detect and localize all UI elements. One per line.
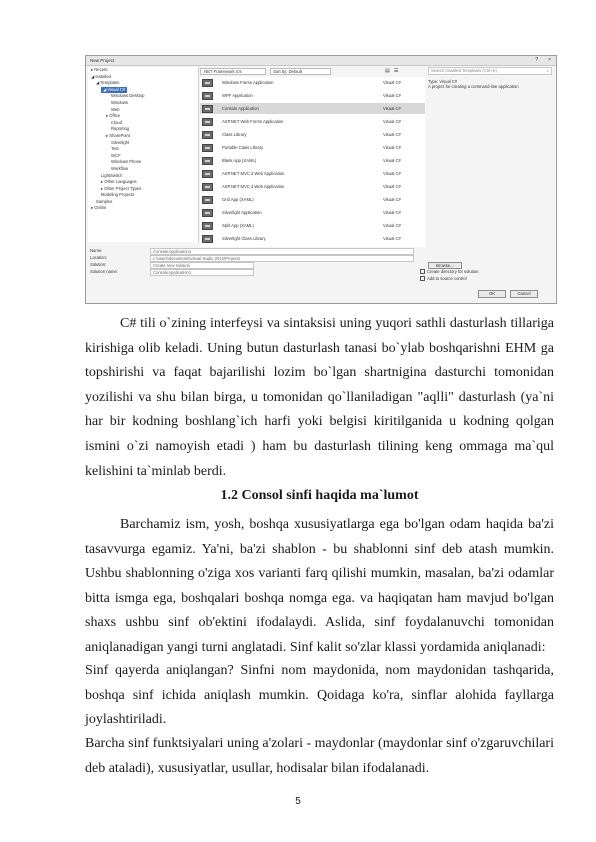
type-label: Type: Visual C# (428, 79, 458, 84)
tree-node[interactable] (88, 173, 198, 180)
tree-node[interactable] (88, 140, 198, 147)
create-directory-checkbox[interactable] (420, 269, 478, 274)
template-name: Split App (XAML) (222, 223, 254, 228)
name-input[interactable]: ConsoleApplication1 (150, 248, 414, 255)
template-row[interactable] (200, 233, 425, 244)
new-project-dialog-screenshot (85, 55, 557, 304)
project-template-icon (202, 170, 213, 178)
template-name: Silverlight Class Library (222, 236, 266, 241)
tree-node-label: ◢ Visual C# (103, 86, 126, 92)
tree-node[interactable] (88, 80, 198, 87)
template-list[interactable] (200, 77, 425, 247)
tree-node[interactable] (88, 93, 198, 100)
project-template-icon (202, 196, 213, 204)
tree-node[interactable] (88, 192, 198, 199)
search-templates-input[interactable] (428, 67, 552, 75)
template-language: Visual C# (383, 236, 401, 241)
project-template-icon (202, 157, 213, 165)
template-language: Visual C# (383, 158, 401, 163)
tree-node-label: Web (111, 106, 120, 112)
solution-select[interactable]: Create new solution (150, 262, 254, 269)
tree-node[interactable] (88, 100, 198, 107)
solution-label: Solution: (90, 262, 107, 267)
template-language: Visual C# (383, 80, 401, 85)
create-directory-label: Create directory for solution (427, 269, 479, 274)
tree-node-label: ◢ Templates (96, 80, 120, 86)
tree-node[interactable] (88, 146, 198, 153)
template-language: Visual C# (383, 132, 401, 137)
tree-node-label: Windows Phone (111, 159, 142, 165)
framework-select[interactable]: .NET Framework 4.5 (200, 68, 266, 75)
template-row[interactable] (200, 129, 425, 140)
ok-button[interactable]: OK (478, 290, 506, 298)
help-icon[interactable]: ? (535, 57, 538, 63)
page-number: 5 (295, 796, 301, 807)
project-form (90, 248, 550, 298)
project-template-icon (202, 183, 213, 191)
template-name: ASP.NET MVC 4 Web Application (222, 184, 285, 189)
template-name: ASP.NET MVC 3 Web Application (222, 171, 285, 176)
template-row[interactable] (200, 194, 425, 205)
template-language: Visual C# (383, 210, 401, 215)
project-template-icon (202, 79, 213, 87)
tree-node[interactable] (88, 133, 198, 140)
tree-node[interactable] (88, 159, 198, 166)
tree-node-label: Test (111, 146, 119, 152)
project-template-icon (202, 144, 213, 152)
tree-node-label: Windows Desktop (111, 93, 145, 99)
name-label: Name: (90, 248, 103, 253)
tree-node-label: ▸ SharePoint (106, 132, 130, 138)
checkbox-box[interactable] (420, 269, 425, 274)
tree-node-label: Silverlight (111, 139, 130, 145)
tree-node[interactable] (88, 87, 198, 94)
solution-name-input[interactable]: ConsoleApplication1 (150, 269, 254, 276)
dialog-titlebar (86, 56, 556, 66)
sort-select[interactable]: Sort by: Default (270, 68, 331, 75)
template-name: Windows Forms Application (222, 80, 274, 85)
close-icon[interactable]: × (548, 57, 551, 63)
project-template-icon (202, 118, 213, 126)
template-language: Visual C# (383, 106, 401, 111)
tree-node[interactable] (88, 120, 198, 127)
template-language: Visual C# (383, 184, 401, 189)
template-name: Class Library (222, 132, 247, 137)
add-source-control-checkbox[interactable] (420, 276, 467, 281)
template-language: Visual C# (383, 93, 401, 98)
template-row[interactable] (200, 220, 425, 231)
paragraph-2: Barchamiz ism, yosh, boshqa xususiyatlarga ega bo'lgan odam haqida ba'zi tasavvurga egamiz. Ya'ni, ba'zi shablon - bu shablonni sinf deb atash mumkin. Ushbu shablonning o'ziga xos varianti farq qilishi mumkin, masalan, ba'zi odamlar bitta ismga ega, boshqalari boshqa nomga ega. va haqiqatan ham mavjud bo'lgan shaxs ushbu sinf ob'ektini ifodalaydi. Aslida, sinf foydalanuvchi tomonidan aniqlanadigan yangi turni anglatadi. Sinf kalit so'zlar klassi yordamida aniqlanadi: (85, 517, 554, 655)
template-row[interactable] (200, 207, 425, 218)
template-name: Grid App (XAML) (222, 197, 254, 202)
tree-node-label: Cloud (111, 119, 122, 125)
project-template-icon (202, 92, 213, 100)
template-row[interactable] (200, 103, 425, 114)
tree-node-label: ▸ Other Languages (101, 179, 137, 185)
tree-node-label: Samples (96, 198, 113, 204)
template-toolbar (200, 67, 425, 75)
add-source-control-label: Add to source control (427, 276, 467, 281)
template-language: Visual C# (383, 145, 401, 150)
location-label: Location: (90, 255, 107, 260)
tree-node-label: ◢ Installed (91, 73, 111, 79)
paragraph-4: Barcha sinf funktsiyalari uning a'zolari - maydonlar (maydonlar sinf o'zgaruvchilari deb ataladi), xususiyatlar, usullar, hodisalar bilan ifodalanadi. (85, 736, 554, 776)
tree-node[interactable] (88, 199, 198, 206)
paragraph-3: Sinf qayerda aniqlangan? Sinfni nom maydonida, nom maydonidan tashqarida, boshqa sinf ichida aniqlash mumkin. Qoidaga ko'ra, sinflar alohida fayllarga joylashtiriladi. (85, 663, 554, 728)
solution-name-label: Solution name: (90, 269, 118, 274)
checkbox-box[interactable] (420, 276, 425, 281)
cancel-button[interactable]: Cancel (510, 290, 538, 298)
list-view-icon[interactable]: ☰ (394, 68, 399, 74)
template-row[interactable] (200, 181, 425, 192)
template-row[interactable] (200, 90, 425, 101)
tree-node[interactable] (88, 113, 198, 120)
tree-node[interactable] (88, 186, 198, 193)
project-template-icon (202, 209, 213, 217)
template-name: Portable Class Library (222, 145, 264, 150)
template-language: Visual C# (383, 119, 401, 124)
search-icon: ⌕ (546, 68, 549, 73)
tree-node-label: ▸ Online (91, 205, 107, 211)
template-name: ASP.NET Web Forms Application (222, 119, 284, 124)
tree-node-label: ▸ Other Project Types (101, 185, 142, 191)
tree-node[interactable] (88, 67, 198, 74)
template-language: Visual C# (383, 197, 401, 202)
tree-node[interactable] (88, 126, 198, 133)
template-row[interactable] (200, 142, 425, 153)
paragraph-1: C# tili o`zining interfeysi va sintaksisi uning yuqori sathli dasturlash tillariga kirishiga olib keladi. Uning butun dasturlash tanasi bo`ylab boshqarishni EHM ga topshirishi va faqat bajarilishi lozim bo`lgan shartnigina dasturchi tomonidan yozilishi va shu bilan birga, u tomonidan qo`llaniladigan "aqlli" dasturlash (ya`ni har bir kodning boshlang`ich harfi yoki belgisi kiritilganida u kodning qolgan ismini o`zi namoyish etadi ) ham bu dasturlash tilining keng ommaga ma`qul kelishini ta`minlab berdi. (85, 316, 554, 479)
tree-node[interactable] (88, 107, 198, 114)
small-icons-view-icon[interactable]: ▤ (385, 68, 390, 74)
location-input[interactable]: c:\users\documents\visual studio 2012\Projects (150, 255, 414, 262)
tree-node-label: Modeling Projects (101, 192, 135, 198)
tree-node-label: Workflow (111, 165, 129, 171)
tree-node-label: Reporting (111, 126, 130, 132)
tree-node-label: ▸ Recent (91, 67, 108, 72)
browse-button[interactable]: Browse... (428, 262, 462, 269)
template-name: Blank App (XAML) (222, 158, 257, 163)
tree-node-label: WCF (111, 152, 121, 158)
dialog-title: New Project (90, 58, 115, 63)
template-name: Silverlight Application (222, 210, 262, 215)
template-row[interactable] (200, 155, 425, 166)
section-heading: 1.2 Consol sinfi haqida ma`lumot (220, 488, 419, 503)
project-template-icon (202, 222, 213, 230)
template-tree[interactable] (88, 67, 199, 242)
template-name: Console Application (222, 106, 259, 111)
template-language: Visual C# (383, 171, 401, 176)
project-template-icon (202, 131, 213, 139)
tree-node[interactable] (88, 205, 198, 212)
tree-node-label: LightSwitch (101, 172, 123, 178)
tree-node-label: Windows (111, 99, 128, 105)
template-row[interactable] (200, 116, 425, 127)
tree-node[interactable] (88, 166, 198, 173)
tree-node[interactable] (88, 74, 198, 81)
tree-node[interactable] (88, 153, 198, 160)
template-name: WPF Application (222, 93, 253, 98)
template-row[interactable] (200, 77, 425, 88)
tree-node[interactable] (88, 179, 198, 186)
tree-node-label: ▸ Office (106, 113, 121, 119)
project-template-icon (202, 235, 213, 243)
template-details (428, 67, 552, 242)
template-row[interactable] (200, 168, 425, 179)
template-language: Visual C# (383, 223, 401, 228)
project-template-icon (202, 105, 213, 113)
type-description: A project for creating a command-line application (428, 84, 519, 89)
search-placeholder: Search Installed Templates (Ctrl+E) (431, 68, 497, 73)
